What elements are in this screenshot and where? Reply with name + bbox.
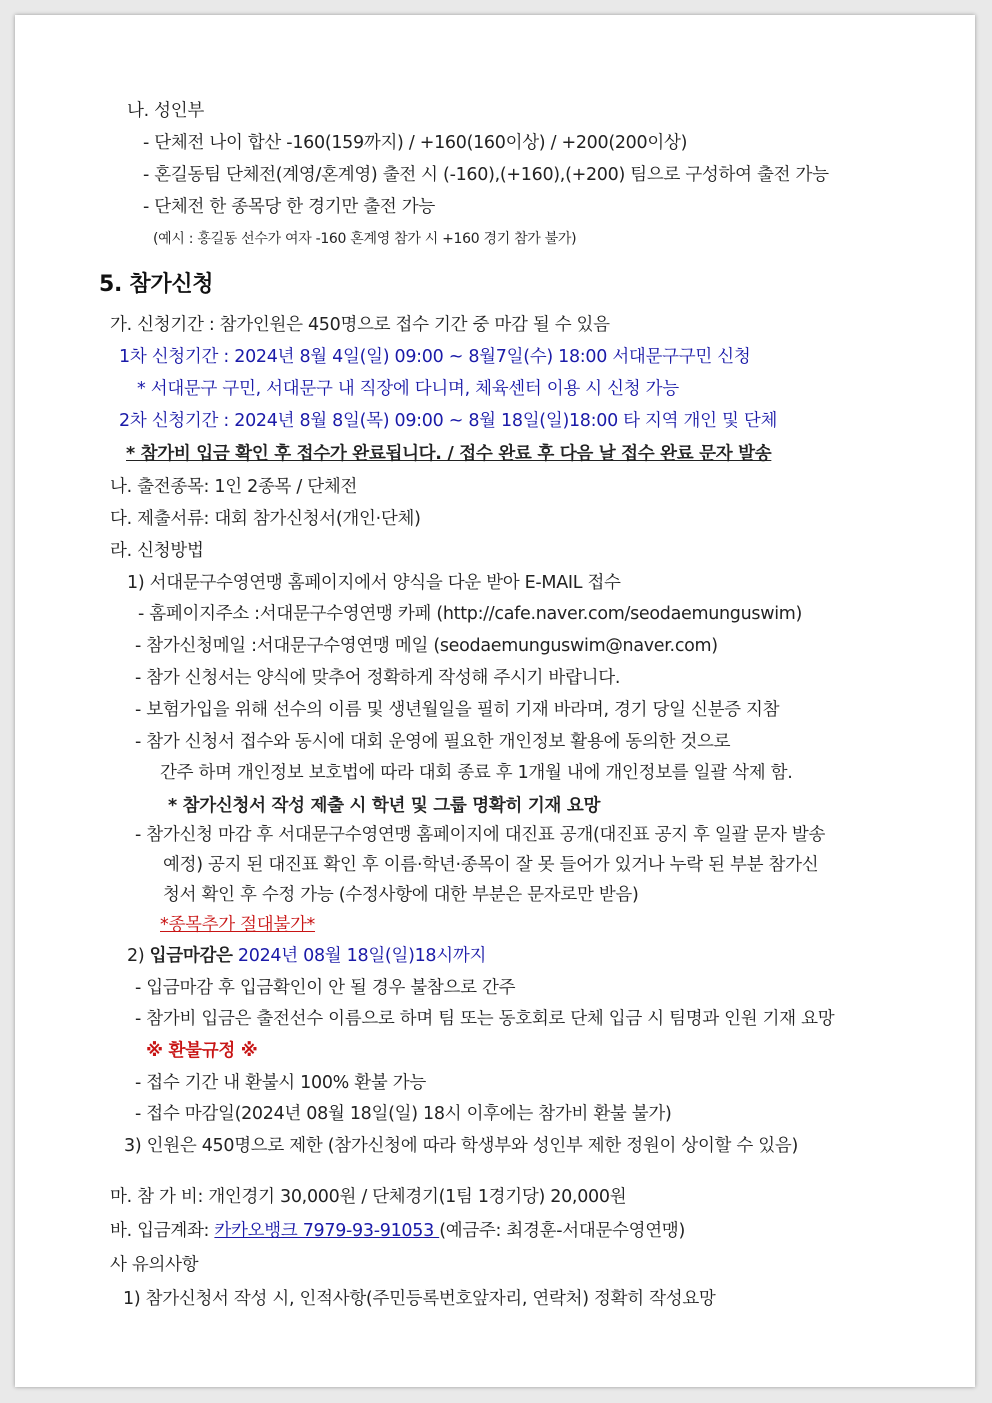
deposit-deadline-label: 입금마감은 <box>149 946 233 966</box>
list-item-cont: 청서 확인 후 수정 가능 (수정사항에 대한 부분은 문자로만 받음) <box>163 885 639 905</box>
no-add-notice: *종목추가 절대불가* <box>160 915 316 935</box>
document-page <box>15 15 975 1387</box>
bank-account <box>110 1219 685 1243</box>
list-item: - 참가 신청서는 양식에 맞추어 정확하게 작성해 주시기 바랍니다. <box>135 668 621 688</box>
list-item: - 단체전 나이 합산 -160(159까지) / +160(160이상) / +200(200이상) <box>143 133 688 153</box>
list-item: - 접수 기간 내 환불시 100% 환불 가능 <box>135 1073 426 1093</box>
method-heading: 라. 신청방법 <box>110 541 204 561</box>
list-item: - 입금마감 후 입금확인이 안 될 경우 불참으로 간주 <box>135 978 516 998</box>
list-item: - 참가 신청서 접수와 동시에 대회 운영에 필요한 개인정보 활용에 동의한 것으로 <box>135 732 731 752</box>
first-period-note: * 서대문구 구민, 서대문구 내 직장에 다니며, 체육센터 이용 시 신청 가능 <box>137 379 679 399</box>
list-item: - 접수 마감일(2024년 08월 18일(일) 18시 이후에는 참가비 환불 불가) <box>135 1104 672 1124</box>
documents: 다. 제출서류: 대회 참가신청서(개인·단체) <box>110 509 421 529</box>
list-item: 1) 참가신청서 작성 시, 인적사항(주민등록번호앞자리, 연락처) 정확히 작성요망 <box>123 1289 716 1309</box>
bank-account-number: 카카오뱅크 7979-93-91053 <box>214 1221 440 1241</box>
account-holder: (예금주: 최경훈-서대문수영연맹) <box>439 1221 685 1241</box>
example-note: (예시 : 홍길동 선수가 여자 -160 혼계영 참가 시 +160 경기 참가 불가) <box>153 231 577 247</box>
deposit-deadline <box>127 944 486 968</box>
entry-fee: 마. 참 가 비: 개인경기 30,000원 / 단체경기(1팀 1경기당) 20,000원 <box>110 1187 627 1207</box>
section-heading: 5. 참가신청 <box>99 272 214 297</box>
second-period: 2차 신청기간 : 2024년 8월 8일(목) 09:00 ~ 8월 18일(일)18:00 타 지역 개인 및 단체 <box>119 411 778 431</box>
capacity-note: 3) 인원은 450명으로 제한 (참가신청에 따라 학생부와 성인부 제한 정원이 상이할 수 있음) <box>124 1136 799 1156</box>
refund-heading: ※ 환불규정 ※ <box>146 1041 258 1061</box>
list-item-cont: 간주 하며 개인정보 보호법에 따라 대회 종료 후 1개월 내에 개인정보를 일괄 삭제 함. <box>160 763 793 783</box>
first-period: 1차 신청기간 : 2024년 8월 4일(일) 09:00 ~ 8월7일(수) 18:00 서대문구구민 신청 <box>119 347 751 367</box>
payment-notice: * 참가비 입금 확인 후 접수가 완료됩니다. / 접수 완료 후 다음 날 접수 완료 문자 발송 <box>126 444 772 464</box>
list-item: - 참가비 입금은 출전선수 이름으로 하며 팀 또는 동호회로 단체 입금 시 팀명과 인원 기재 요망 <box>135 1009 835 1029</box>
events: 나. 출전종목: 1인 2종목 / 단체전 <box>110 477 358 497</box>
list-item: - 혼길동팀 단체전(계영/혼계영) 출전 시 (-160),(+160),(+200) 팀으로 구성하여 출전 가능 <box>143 165 829 185</box>
deposit-deadline-date: 2024년 08월 18일(일)18시까지 <box>232 946 487 966</box>
list-item: - 참가신청메일 :서대문구수영연맹 메일 (seodaemunguswim@naver.com) <box>135 636 718 656</box>
list-item: - 단체전 한 종목당 한 경기만 출전 가능 <box>143 197 435 217</box>
bank-account-label: 바. 입금계좌: <box>110 1221 215 1241</box>
bold-note: * 참가신청서 작성 제출 시 학년 및 그룹 명확히 기재 요망 <box>168 796 601 816</box>
item-number: 2) <box>127 946 150 966</box>
application-period: 가. 신청기간 : 참가인원은 450명으로 접수 기간 중 마감 될 수 있음 <box>110 315 610 335</box>
list-item-cont: 예정) 공지 된 대진표 확인 후 이름·학년·종목이 잘 못 들어가 있거나 누락 된 부분 참가신 <box>163 855 819 875</box>
notes-heading: 사 유의사항 <box>110 1255 199 1275</box>
list-item: - 보험가입을 위해 선수의 이름 및 생년월일을 필히 기재 바라며, 경기 당일 신분증 지참 <box>135 700 780 720</box>
list-item: - 홈페이지주소 :서대문구수영연맹 카페 (http://cafe.naver.com/seodaemunguswim) <box>138 604 803 624</box>
section-adult: 나. 성인부 <box>127 101 204 121</box>
list-item: 1) 서대문구수영연맹 홈페이지에서 양식을 다운 받아 E-MAIL 접수 <box>127 573 621 593</box>
list-item: - 참가신청 마감 후 서대문구수영연맹 홈페이지에 대진표 공개(대진표 공지 후 일괄 문자 발송 <box>135 825 826 845</box>
